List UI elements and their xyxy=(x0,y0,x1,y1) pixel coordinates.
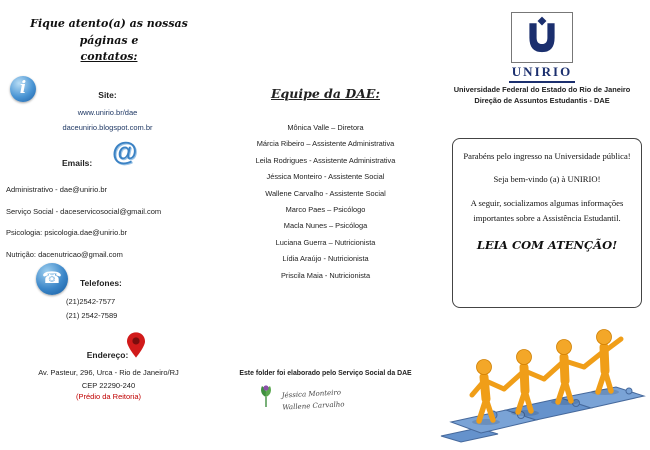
team-member: Márcia Ribeiro – Assistente Administrativa xyxy=(256,139,395,149)
email-at-icon: @ xyxy=(112,136,138,166)
address-label: Endereço: xyxy=(86,350,129,360)
emails-label: Emails: xyxy=(62,158,93,168)
unirio-logo xyxy=(434,12,650,83)
organization-name xyxy=(436,84,648,106)
email-item: Nutrição: dacenutricao@gmail.com xyxy=(6,249,123,259)
welcome-box xyxy=(452,138,642,308)
unirio-logo-emblem xyxy=(511,12,573,63)
email-item: Psicologia: psicologia.dae@unirio.br xyxy=(6,228,128,237)
phone-icon: ☎ xyxy=(36,263,68,295)
site-links xyxy=(10,105,205,135)
flower-icon xyxy=(258,384,274,413)
phone-number: (21) 2542-7589 xyxy=(66,311,118,320)
team-member: Mônica Valle – Diretora xyxy=(287,123,364,132)
unirio-logo-glyph xyxy=(524,16,560,54)
left-panel-title xyxy=(8,16,210,66)
phone-number: (21)2542-7577 xyxy=(66,297,116,306)
left-title-line1: Fique atento(a) as nossas páginas e xyxy=(30,17,188,47)
site-label: Site: xyxy=(98,90,117,100)
unirio-logo-text: UNIRIO xyxy=(511,64,573,79)
welcome-attention: LEIA COM ATENÇÃO! xyxy=(476,237,618,252)
welcome-p1: Parabéns pelo ingresso na Universidade pública! xyxy=(463,151,631,161)
team-title xyxy=(227,86,424,101)
team-member: Leila Rodrigues - Assistente Administrativa xyxy=(255,155,396,165)
team-member: Luciana Guerra – Nutricionista xyxy=(275,237,376,247)
team-member: Wallene Carvalho - Assistente Social xyxy=(265,188,386,198)
email-item: Administrativo - dae@unirio.br xyxy=(6,185,107,194)
team-member: Lídia Araújo - Nutricionista xyxy=(282,254,369,264)
folder-credit-note: Este folder foi elaborado pelo Serviço Social da DAE xyxy=(239,370,412,377)
team-list xyxy=(220,120,431,284)
address-note: (Prédio da Reitoria) xyxy=(75,392,142,401)
author-signature: Jéssica Monteiro xyxy=(281,388,342,400)
info-icon: i xyxy=(10,76,36,102)
logo-rule xyxy=(509,81,575,83)
blog-url: daceunirio.blogspot.com.br xyxy=(62,123,153,132)
welcome-p2: Seja bem-vindo (a) à UNIRIO! xyxy=(493,174,601,185)
email-item: Serviço Social - daceservicosocial@gmail.com xyxy=(6,206,162,216)
team-member: Priscila Maia - Nutricionista xyxy=(280,270,371,280)
address-line: Av. Pasteur, 296, Urca - Rio de Janeiro/RJ xyxy=(38,368,179,377)
phones-label: Telefones: xyxy=(80,278,122,288)
team-member: Marco Paes – Psicólogo xyxy=(285,205,366,215)
team-member: Jéssica Monteiro - Assistente Social xyxy=(266,172,385,182)
authors-signatures xyxy=(281,386,344,413)
author-signature: Wallene Carvalho xyxy=(282,400,345,412)
org-line2: Direção de Assuntos Estudantis - DAE xyxy=(474,96,610,105)
teamwork-figures-illustration xyxy=(436,303,648,450)
site-url: www.unirio.br/dae xyxy=(77,108,138,117)
email-list xyxy=(6,179,214,265)
left-title-line2: contatos: xyxy=(80,50,138,63)
org-line1: Universidade Federal do Estado do Rio de Janeiro xyxy=(453,85,631,94)
welcome-p3: A seguir, socializamos algumas informações importantes sobre a Assistência Estudantil. xyxy=(470,197,624,224)
address-line: CEP 22290-240 xyxy=(81,381,136,390)
phone-list xyxy=(66,295,117,323)
address-lines xyxy=(6,366,211,392)
team-title-text: Equipe da DAE: xyxy=(270,86,381,101)
team-member: Macla Nunes – Psicóloga xyxy=(283,221,368,231)
